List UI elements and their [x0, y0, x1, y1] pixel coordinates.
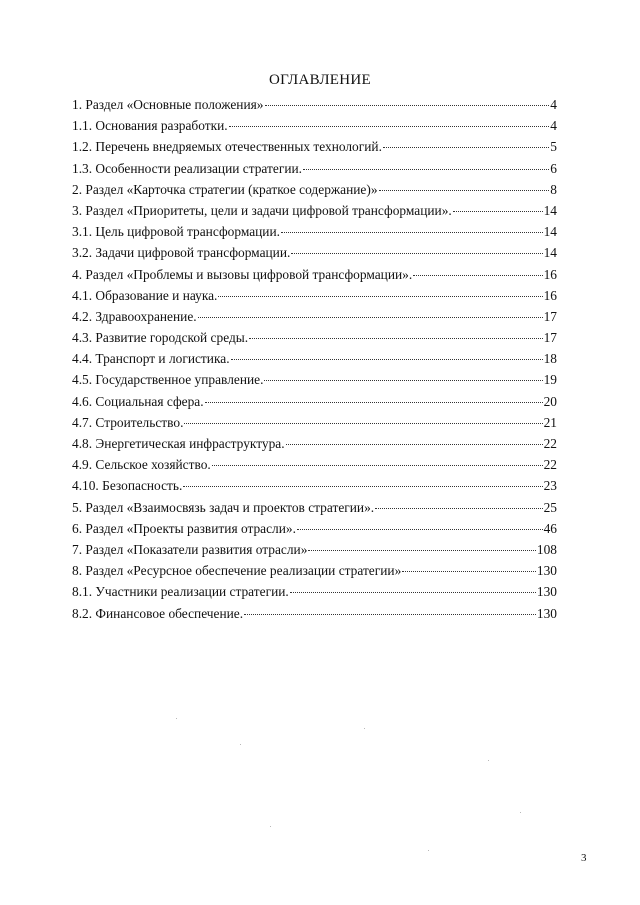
toc-entry[interactable] — [72, 115, 557, 136]
toc-entry-title: 3. Раздел «Приоритеты, цели и задачи цифровой трансформации». — [72, 202, 452, 218]
dot-leader — [286, 443, 543, 445]
toc-entry-title: 4.1. Образование и наука. — [72, 287, 218, 303]
dot-leader — [229, 125, 550, 127]
toc-entry-page: 14 — [543, 202, 557, 218]
toc-entry[interactable] — [72, 475, 557, 496]
toc-entry-title: 4.5. Государственное управление. — [72, 372, 264, 388]
page-title: ОГЛАВЛЕНИЕ — [269, 72, 371, 88]
dot-leader — [379, 189, 550, 191]
page-number: 3 — [581, 852, 587, 864]
dot-leader — [249, 337, 542, 339]
toc-entry-page: 14 — [543, 224, 557, 240]
toc-entry[interactable] — [72, 560, 557, 581]
toc-entry-title: 4.4. Транспорт и логистика. — [72, 351, 230, 367]
dot-leader — [375, 507, 542, 509]
toc-entry[interactable] — [72, 94, 557, 115]
dot-leader — [303, 168, 549, 170]
toc-entry[interactable] — [72, 242, 557, 263]
dot-leader — [383, 146, 549, 148]
toc-entry-page: 130 — [536, 563, 557, 579]
toc-entry-page: 14 — [543, 245, 557, 261]
dot-leader — [212, 464, 543, 466]
scan-speck — [270, 826, 271, 827]
scan-speck — [488, 760, 489, 761]
toc-entry-page: 25 — [543, 499, 557, 515]
toc-entry-page: 130 — [536, 605, 557, 621]
toc-entry-page: 22 — [543, 457, 557, 473]
toc-entry-page: 46 — [543, 520, 557, 536]
dot-leader — [308, 549, 536, 551]
toc-entry-page: 130 — [536, 584, 557, 600]
toc-entry-title: 1. Раздел «Основные положения» — [72, 97, 264, 112]
dot-leader — [413, 274, 542, 276]
toc-entry-title: 4.8. Энергетическая инфраструктура. — [72, 436, 285, 451]
toc-entry-page: 8 — [550, 181, 557, 197]
toc-entry[interactable] — [72, 221, 557, 242]
dot-leader — [265, 104, 550, 106]
toc-entry-page: 23 — [543, 478, 557, 494]
toc-entry-page: 4 — [550, 97, 557, 112]
toc-entry[interactable] — [72, 391, 557, 412]
toc-entry-title: 1.2. Перечень внедряемых отечественных технологий. — [72, 139, 382, 155]
toc-entry-page: 108 — [536, 541, 557, 557]
scan-speck — [176, 718, 177, 719]
toc-entry-title: 3.1. Цель цифровой трансформации. — [72, 224, 280, 240]
toc-entry-page: 6 — [550, 160, 557, 176]
dot-leader — [402, 570, 536, 572]
dot-leader — [290, 591, 536, 593]
toc-entry-title: 4.2. Здравоохранение. — [72, 308, 197, 324]
toc-entry[interactable] — [72, 306, 557, 327]
toc-entry[interactable] — [72, 412, 557, 433]
toc-entry[interactable] — [72, 285, 557, 306]
toc-entry-page: 5 — [550, 139, 557, 155]
dot-leader — [205, 401, 543, 403]
toc-entry[interactable] — [72, 136, 557, 157]
toc-entry-title: 8.1. Участники реализации стратегии. — [72, 584, 289, 600]
toc-entry[interactable] — [72, 454, 557, 475]
dot-leader — [291, 252, 542, 254]
table-of-contents — [72, 94, 557, 624]
dot-leader — [183, 485, 542, 487]
toc-entry[interactable] — [72, 264, 557, 285]
toc-entry-title: 6. Раздел «Проекты развития отрасли». — [72, 520, 296, 536]
toc-entry[interactable] — [72, 327, 557, 348]
toc-entry-title: 2. Раздел «Карточка стратегии (краткое содержание)» — [72, 181, 378, 197]
toc-entry-title: 7. Раздел «Показатели развития отрасли» — [72, 541, 308, 557]
dot-leader — [281, 231, 543, 233]
toc-entry[interactable] — [72, 179, 557, 200]
scan-speck — [364, 728, 365, 729]
toc-entry-page: 16 — [543, 287, 557, 303]
toc-entry[interactable] — [72, 518, 557, 539]
toc-entry[interactable] — [72, 348, 557, 369]
toc-entry[interactable] — [72, 158, 557, 179]
toc-entry[interactable] — [72, 581, 557, 602]
toc-entry-page: 22 — [543, 436, 557, 451]
dot-leader — [218, 295, 542, 297]
dot-leader — [244, 613, 536, 615]
toc-entry-page: 21 — [543, 414, 557, 430]
toc-entry-title: 1.1. Основания разработки. — [72, 118, 228, 134]
toc-entry-title: 4.9. Сельское хозяйство. — [72, 457, 211, 473]
toc-entry-title: 1.3. Особенности реализации стратегии. — [72, 160, 303, 176]
dot-leader — [184, 422, 542, 424]
toc-entry-title: 4.7. Строительство. — [72, 414, 184, 430]
toc-entry[interactable] — [72, 433, 557, 454]
toc-entry-title: 5. Раздел «Взаимосвязь задач и проектов стратегии». — [72, 499, 375, 515]
toc-entry[interactable] — [72, 603, 557, 624]
toc-entry-page: 17 — [543, 308, 557, 324]
toc-entry-title: 4.3. Развитие городской среды. — [72, 330, 249, 346]
toc-entry-page: 20 — [543, 393, 557, 409]
toc-entry-page: 17 — [543, 330, 557, 346]
dot-leader — [264, 379, 542, 381]
toc-entry-title: 4. Раздел «Проблемы и вызовы цифровой трансформации». — [72, 266, 413, 282]
scan-speck — [240, 744, 241, 745]
dot-leader — [198, 316, 543, 318]
toc-entry[interactable] — [72, 539, 557, 560]
dot-leader — [297, 528, 543, 530]
toc-entry-page: 19 — [543, 372, 557, 388]
dot-leader — [231, 358, 543, 360]
toc-entry[interactable] — [72, 369, 557, 390]
toc-entry-title: 4.6. Социальная сфера. — [72, 393, 204, 409]
toc-entry-title: 8.2. Финансовое обеспечение. — [72, 605, 244, 621]
dot-leader — [453, 210, 543, 212]
toc-entry[interactable] — [72, 497, 557, 518]
toc-entry-page: 18 — [543, 351, 557, 367]
toc-entry[interactable] — [72, 200, 557, 221]
toc-entry-page: 16 — [543, 266, 557, 282]
toc-entry-title: 4.10. Безопасность. — [72, 478, 183, 494]
toc-entry-title: 8. Раздел «Ресурсное обеспечение реализации стратегии» — [72, 563, 402, 579]
toc-entry-page: 4 — [550, 118, 557, 134]
scan-speck — [520, 812, 521, 813]
toc-entry-title: 3.2. Задачи цифровой трансформации. — [72, 245, 291, 261]
scan-speck — [428, 850, 429, 851]
